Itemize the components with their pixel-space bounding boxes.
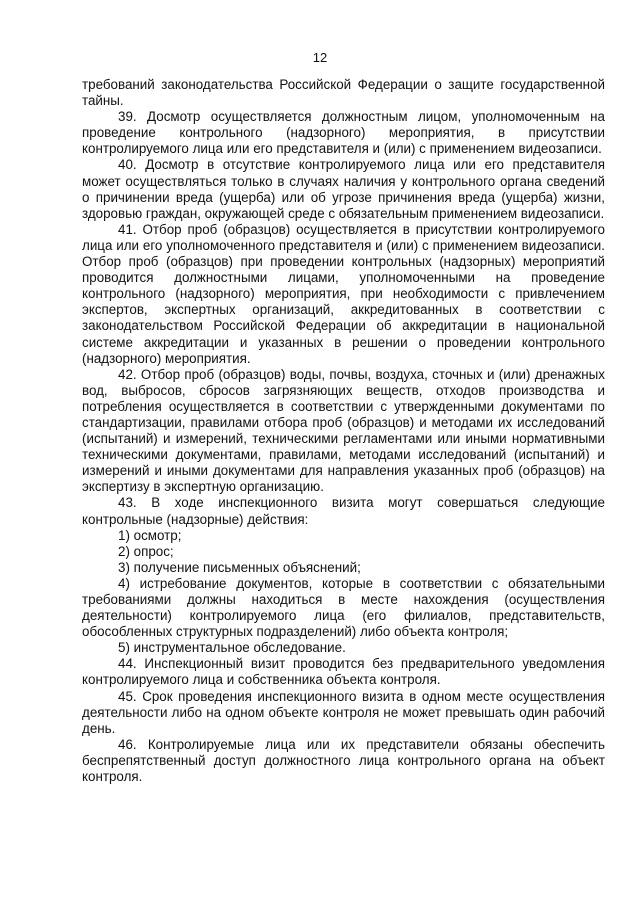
paragraph-41: 41. Отбор проб (образцов) осуществляется в присутствии контролируемого лица или его уполномоченного представителя и (или) с применением видеозаписи. Отбор проб (образцов) при проведении контрольных (надзорных) мероприятий проводится должностными лицами, уполномоченными на проведение контрольного (надзорного) мероприятия, при необходимости с привлечением экспертов, экспертных организаций, аккредитованных в соответствии с законодательством Российской Федерации об аккредитации в национальной системе аккредитации и указанных в решении о проведении контрольного (надзорного) мероприятия. bbox=[82, 221, 605, 366]
paragraph-continuation: требований законодательства Российской Федерации о защите государственной тайны. bbox=[82, 77, 605, 109]
list-item-4: 4) истребование документов, которые в соответствии с обязательными требованиями должны находиться в месте нахождения (осуществления деятельности) контролируемого лица (его филиалов, представительств, обособленных структурных подразделений) либо объекта контроля; bbox=[82, 575, 605, 640]
paragraph-43: 43. В ходе инспекционного визита могут совершаться следующие контрольные (надзорные) действия: bbox=[82, 495, 605, 527]
paragraph-45: 45. Срок проведения инспекционного визита в одном месте осуществления деятельности либо на одном объекте контроля не может превышать один рабочий день. bbox=[82, 688, 605, 736]
list-item-3: 3) получение письменных объяснений; bbox=[118, 559, 361, 575]
paragraph-42: 42. Отбор проб (образцов) воды, почвы, воздуха, сточных и (или) дренажных вод, выбросов, сбросов загрязняющих веществ, отходов производства и потребления осуществляется в соответствии с утвержденными документами по стандартизации, правилами отбора проб (образцов) и методами их исследований (испытаний) и измерений, техническими регламентами или иными нормативными техническими документами, правилами, методами исследований (испытаний) и измерений и иными документами для направления указанных проб (образцов) на экспертизу в экспертную организацию. bbox=[82, 366, 605, 495]
list-item-5: 5) инструментальное обследование. bbox=[118, 640, 346, 656]
paragraph-46: 46. Контролируемые лица или их представители обязаны обеспечить беспрепятственный доступ должностного лица контрольного органа на объект контроля. bbox=[82, 736, 605, 785]
paragraph-44: 44. Инспекционный визит проводится без предварительного уведомления контролируемого лица и собственника объекта контроля. bbox=[82, 656, 605, 688]
document-body bbox=[82, 77, 605, 785]
list-item-2: 2) опрос; bbox=[118, 543, 174, 559]
list-item-1: 1) осмотр; bbox=[118, 527, 182, 543]
page-number: 12 bbox=[312, 50, 328, 65]
paragraph-39: 39. Досмотр осуществляется должностным лицом, уполномоченным на проведение контрольного (надзорного) мероприятия, в присутствии контролируемого лица или его представителя и (или) с применением видеозаписи. bbox=[82, 109, 605, 157]
paragraph-40: 40. Досмотр в отсутствие контролируемого лица или его представителя может осуществляться только в случаях наличия у контрольного органа сведений о причинении вреда (ущерба) или об угрозе причинения вреда (ущерба) жизни, здоровью граждан, окружающей среде с обязательным применением видеозаписи. bbox=[82, 157, 605, 221]
